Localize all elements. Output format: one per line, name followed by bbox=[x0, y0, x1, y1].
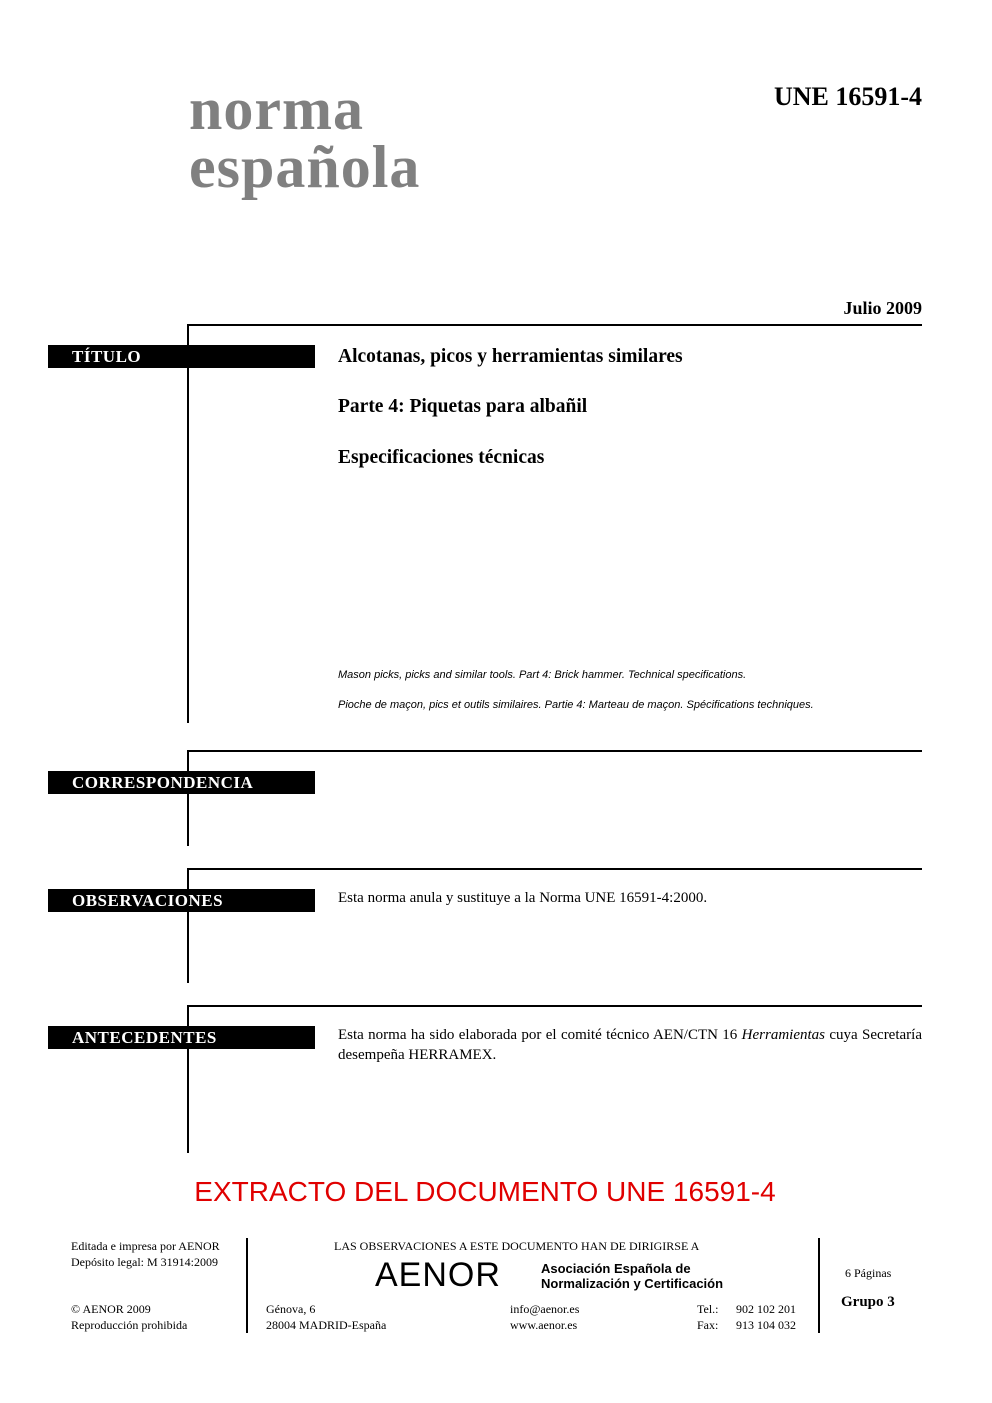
antecedentes-committee-name: Herramientas bbox=[741, 1027, 825, 1043]
reproduction-notice: Reproducción prohibida bbox=[71, 1318, 188, 1332]
footer-divider bbox=[818, 1238, 820, 1333]
footer-publisher bbox=[71, 1238, 220, 1270]
tel-label: Tel.: bbox=[697, 1302, 719, 1316]
section-divider bbox=[188, 1005, 922, 1007]
section-divider bbox=[188, 324, 922, 326]
section-vertical-rule bbox=[187, 868, 189, 983]
legal-deposit: Depósito legal: M 31914:2009 bbox=[71, 1255, 218, 1269]
fax-value: 913 104 032 bbox=[736, 1318, 796, 1332]
footer-phone-values bbox=[736, 1301, 796, 1333]
observaciones-text: Esta norma anula y sustituye a la Norma UNE 16591-4:2000. bbox=[338, 890, 708, 906]
title-french: Pioche de maçon, pics et outils similaires. Partie 4: Marteau de maçon. Spécifications techniques. bbox=[338, 699, 814, 711]
title-part: Parte 4: Piquetas para albañil bbox=[338, 396, 588, 417]
price-group: Grupo 3 bbox=[841, 1294, 895, 1310]
extract-notice: EXTRACTO DEL DOCUMENTO UNE 16591-4 bbox=[194, 1176, 776, 1207]
title-main: Alcotanas, picos y herramientas similares bbox=[338, 346, 683, 367]
standard-id: UNE 16591-4 bbox=[773, 82, 922, 111]
brand-title bbox=[189, 76, 421, 200]
footer-contact-web bbox=[510, 1301, 579, 1333]
address-line-1: Génova, 6 bbox=[266, 1302, 316, 1316]
title-spec: Especificaciones técnicas bbox=[338, 447, 545, 468]
aenor-organization bbox=[541, 1261, 723, 1291]
publication-date: Julio 2009 bbox=[843, 298, 922, 318]
footer-phone-labels bbox=[697, 1301, 719, 1333]
section-divider bbox=[188, 868, 922, 870]
antecedentes-text-start: Esta norma ha sido elaborada por el comité técnico AEN/CTN 16 bbox=[338, 1027, 742, 1043]
label-titulo: TÍTULO bbox=[48, 345, 315, 368]
aenor-logo: AENOR bbox=[375, 1256, 501, 1294]
observations-note: LAS OBSERVACIONES A ESTE DOCUMENTO HAN DE DIRIGIRSE A bbox=[334, 1239, 700, 1253]
org-line-2: Normalización y Certificación bbox=[541, 1276, 724, 1291]
footer-address bbox=[266, 1301, 386, 1333]
copyright: © AENOR 2009 bbox=[71, 1302, 151, 1316]
edited-by: Editada e impresa por AENOR bbox=[71, 1239, 220, 1253]
section-vertical-rule bbox=[187, 750, 189, 846]
label-observaciones: OBSERVACIONES bbox=[48, 889, 315, 912]
label-antecedentes: ANTECEDENTES bbox=[48, 1026, 315, 1049]
page-count: 6 Páginas bbox=[845, 1266, 892, 1280]
website-link[interactable]: www.aenor.es bbox=[510, 1318, 578, 1332]
address-line-2: 28004 MADRID-España bbox=[266, 1318, 387, 1332]
label-correspondencia: CORRESPONDENCIA bbox=[48, 771, 315, 794]
tel-value: 902 102 201 bbox=[736, 1302, 796, 1316]
email-link[interactable]: info@aenor.es bbox=[510, 1302, 580, 1316]
footer-divider bbox=[246, 1238, 248, 1333]
footer-copyright bbox=[71, 1301, 187, 1333]
brand-line-1: norma bbox=[189, 76, 364, 142]
title-english: Mason picks, picks and similar tools. Part 4: Brick hammer. Technical specifications. bbox=[338, 669, 747, 681]
antecedentes-text bbox=[338, 1025, 922, 1065]
section-vertical-rule bbox=[187, 324, 189, 723]
brand-line-2: española bbox=[189, 134, 421, 200]
fax-label: Fax: bbox=[697, 1318, 719, 1332]
antecedentes-text-end: cuya Secretaría desempeña HERRAMEX. bbox=[338, 1027, 922, 1063]
org-line-1: Asociación Española de bbox=[541, 1261, 691, 1276]
section-divider bbox=[188, 750, 922, 752]
